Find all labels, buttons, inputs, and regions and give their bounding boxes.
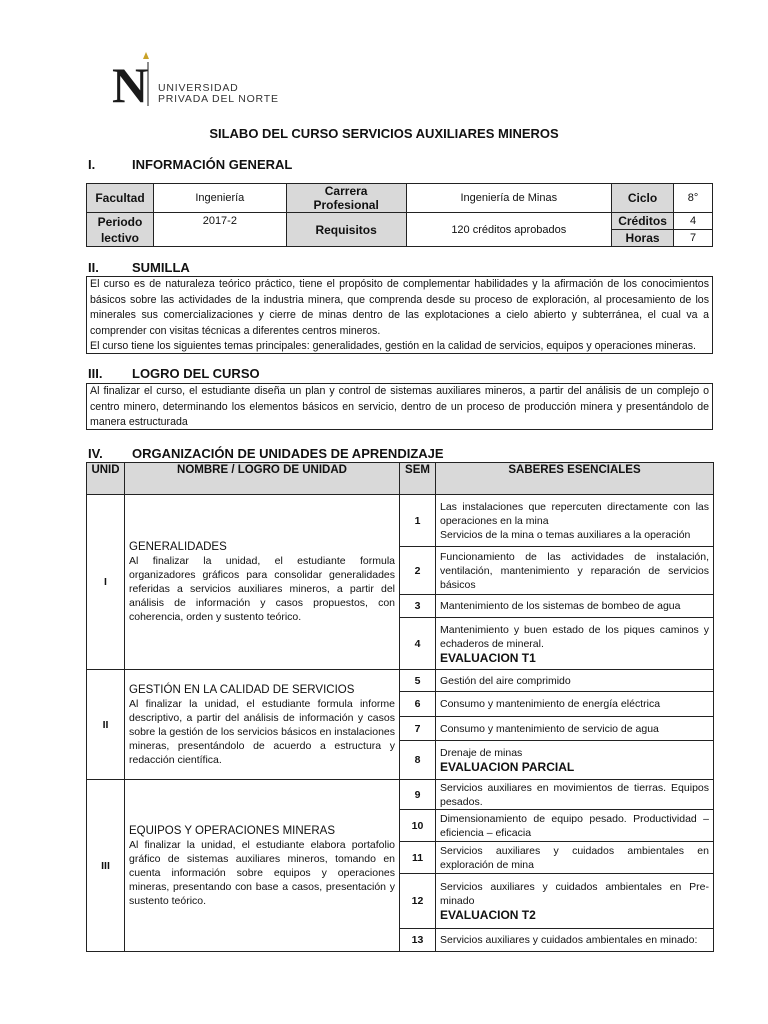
horas-value: 7 bbox=[674, 230, 713, 247]
unit-name: GENERALIDADES bbox=[129, 541, 227, 553]
evaluation-label: EVALUACION T1 bbox=[440, 650, 536, 665]
facultad-label: Facultad bbox=[87, 184, 154, 213]
document-title: SILABO DEL CURSO SERVICIOS AUXILIARES MINEROS bbox=[209, 126, 559, 141]
week-topic: Mantenimiento de los sistemas de bombeo de agua bbox=[440, 600, 681, 612]
week-topic: Servicios auxiliares y cuidados ambientales en exploración de mina bbox=[440, 844, 709, 871]
requisitos-value: 120 créditos aprobados bbox=[406, 213, 612, 247]
week-content bbox=[436, 717, 714, 741]
week-topic: Consumo y mantenimiento de servicio de agua bbox=[440, 722, 659, 735]
week-content bbox=[436, 495, 714, 547]
week-number: 4 bbox=[400, 618, 436, 670]
week-number: 8 bbox=[400, 741, 436, 780]
facultad-value: Ingeniería bbox=[153, 184, 286, 213]
ciclo-label: Ciclo bbox=[612, 184, 674, 213]
creditos-label: Créditos bbox=[612, 213, 674, 230]
sumilla-box bbox=[86, 276, 713, 354]
unit-name: GESTIÓN EN LA CALIDAD DE SERVICIOS bbox=[129, 683, 355, 696]
logro-box bbox=[86, 383, 713, 430]
carrera-value: Ingeniería de Minas bbox=[406, 184, 612, 213]
general-info-table bbox=[86, 183, 713, 247]
ciclo-value: 8° bbox=[674, 184, 713, 213]
week-topic: Las instalaciones que repercuten directamente con las operaciones en la mina bbox=[440, 500, 709, 527]
section-heading-2 bbox=[88, 260, 190, 275]
week-content bbox=[436, 842, 714, 874]
section-heading-4 bbox=[88, 446, 444, 461]
section-title: INFORMACIÓN GENERAL bbox=[132, 157, 293, 172]
week-content bbox=[436, 595, 714, 618]
unit-name-cell bbox=[125, 670, 400, 780]
creditos-value: 4 bbox=[674, 213, 713, 230]
week-number: 10 bbox=[400, 810, 436, 842]
week-topic: Consumo y mantenimiento de energía eléctrica bbox=[440, 698, 661, 710]
logro-text: Al finalizar el curso, el estudiante diseña un plan y control de sistemas auxiliares mineros, a partir del análisis de un complejo o centro minero, determinando los elementos básicos en servicio, dentro de un proceso de producción minera y presentándolo de manera estructurada bbox=[90, 385, 709, 428]
unit-id: III bbox=[87, 780, 125, 952]
unit-id: II bbox=[87, 670, 125, 780]
week-content bbox=[436, 692, 714, 717]
unit-logro: Al finalizar la unidad, el estudiante formula informe descriptivo, a partir del análisis de información y casos sobre la gestión de los servicios básicos en instalaciones mineras, presentándolo de acuerdo a estructura y redacción científica. bbox=[129, 697, 395, 766]
week-topic: Gestión del aire comprimido bbox=[440, 674, 571, 687]
header-sem: SEM bbox=[400, 463, 436, 495]
week-content bbox=[436, 741, 714, 780]
units-table bbox=[86, 462, 714, 952]
section-title: SUMILLA bbox=[132, 260, 190, 275]
section-heading-1 bbox=[88, 157, 292, 172]
header-saberes: SABERES ESENCIALES bbox=[436, 463, 714, 495]
week-number: 6 bbox=[400, 692, 436, 717]
table-row bbox=[87, 670, 714, 692]
unit-id: I bbox=[87, 495, 125, 670]
unit-logro: Al finalizar la unidad, el estudiante elabora portafolio gráfico de sistemas auxiliares mineros, tomando en cuenta información sobre equipos y operaciones mineras, presentando con base a casos, presentación y sustento teórico. bbox=[129, 838, 395, 907]
week-content bbox=[436, 874, 714, 929]
section-number: II. bbox=[88, 260, 99, 275]
week-content bbox=[436, 780, 714, 810]
week-content bbox=[436, 547, 714, 595]
periodo-label: Periodo lectivo bbox=[87, 213, 154, 247]
week-number: 1 bbox=[400, 495, 436, 547]
header-unid: UNID bbox=[87, 463, 125, 495]
section-heading-3 bbox=[88, 366, 260, 381]
section-title: LOGRO DEL CURSO bbox=[132, 366, 260, 381]
week-number: 12 bbox=[400, 874, 436, 929]
section-number: I. bbox=[88, 157, 96, 172]
section-title: ORGANIZACIÓN DE UNIDADES DE APRENDIZAJE bbox=[132, 446, 444, 461]
week-content bbox=[436, 670, 714, 692]
section-number: III. bbox=[88, 366, 103, 381]
university-emblem-icon bbox=[108, 50, 158, 110]
week-number: 3 bbox=[400, 595, 436, 618]
week-topic: Funcionamiento de las actividades de instalación, ventilación, mantenimiento y reparación de servicios básicos bbox=[440, 550, 709, 591]
logo-line-2: PRIVADA DEL NORTE bbox=[158, 93, 279, 105]
evaluation-label: EVALUACION PARCIAL bbox=[440, 760, 575, 774]
sumilla-paragraph-1: El curso es de naturaleza teórico práctico, tiene el propósito de complementar habilidades y la afirmación de los conocimientos básicos sobre las actividades de la industria minera, que comprenda desde su proceso de exploración, al procesamiento de los minerales sus comercializaciones y cierre de minas dentro de las explotaciones a cielo abierto y subterránea, el cual va a comprender con visitas técnicas a diferentes centros mineros. bbox=[90, 278, 709, 337]
table-row bbox=[87, 780, 714, 810]
logo-line-1: UNIVERSIDAD bbox=[158, 82, 239, 94]
week-number: 2 bbox=[400, 547, 436, 595]
unit-logro: Al finalizar la unidad, el estudiante formula organizadores gráficos para consolidar generalidades referidas a servicios auxiliares mineros, a partir del análisis de información y casos propuestos, con coherencia, orden y sustento teórico. bbox=[129, 555, 395, 623]
week-content bbox=[436, 929, 714, 952]
week-number: 5 bbox=[400, 670, 436, 692]
week-topic: Dimensionamiento de equipo pesado. Productividad – eficiencia – eficacia bbox=[440, 812, 709, 839]
week-number: 11 bbox=[400, 842, 436, 874]
svg-text:N: N bbox=[112, 57, 149, 110]
week-topic: Servicios auxiliares en movimientos de tierras. Equipos pesados. bbox=[440, 781, 709, 808]
sumilla-paragraph-2: El curso tiene los siguientes temas principales: generalidades, gestión en la calidad de servicios, equipos y operaciones mineras. bbox=[90, 340, 696, 352]
week-topic: Servicios auxiliares y cuidados ambientales en Pre-minado bbox=[440, 881, 709, 907]
week-topic: Drenaje de minas bbox=[440, 747, 523, 759]
week-number: 9 bbox=[400, 780, 436, 810]
week-content bbox=[436, 810, 714, 842]
header-nombre: NOMBRE / LOGRO DE UNIDAD bbox=[125, 463, 400, 495]
logo-wordmark bbox=[158, 83, 279, 105]
requisitos-label: Requisitos bbox=[286, 213, 406, 247]
evaluation-label: EVALUACION T2 bbox=[440, 908, 536, 922]
university-logo bbox=[108, 50, 308, 110]
carrera-label: Carrera Profesional bbox=[286, 184, 406, 213]
unit-name: EQUIPOS Y OPERACIONES MINERAS bbox=[129, 824, 335, 837]
week-content bbox=[436, 618, 714, 670]
horas-label: Horas bbox=[612, 230, 674, 247]
week-number: 13 bbox=[400, 929, 436, 952]
week-topic: Mantenimiento y buen estado de los piques caminos y echaderos de mineral. bbox=[440, 623, 709, 650]
unit-name-cell bbox=[125, 780, 400, 952]
table-row bbox=[87, 495, 714, 547]
unit-name-cell bbox=[125, 495, 400, 670]
week-topic: Servicios de la mina o temas auxiliares a la operación bbox=[440, 528, 691, 541]
section-number: IV. bbox=[88, 446, 103, 461]
periodo-value: 2017-2 bbox=[153, 213, 286, 247]
week-topic: Servicios auxiliares y cuidados ambientales en minado: bbox=[440, 934, 698, 946]
week-number: 7 bbox=[400, 717, 436, 741]
